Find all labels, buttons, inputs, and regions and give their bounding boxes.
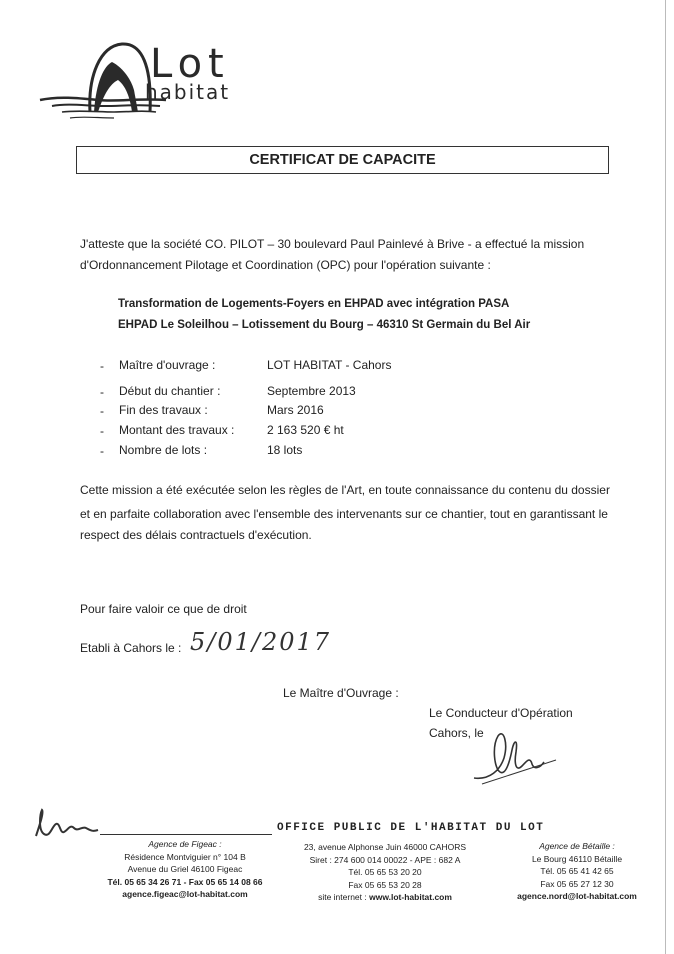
detail-label: Montant des travaux : xyxy=(119,423,235,437)
footer-betaille xyxy=(497,840,657,903)
list-bullet: - xyxy=(100,424,104,438)
footer-rule xyxy=(100,834,272,835)
detail-label: Fin des travaux : xyxy=(119,403,208,417)
site-label: site internet : xyxy=(318,892,367,902)
site-link[interactable]: www.lot-habitat.com xyxy=(369,892,452,902)
figeac-line-2: Avenue du Griel 46100 Figeac xyxy=(127,864,243,874)
footer-cahors xyxy=(290,841,480,904)
betaille-heading: Agence de Bétaille : xyxy=(539,841,615,851)
list-bullet: - xyxy=(100,359,104,373)
page-title: CERTIFICAT DE CAPACITE xyxy=(249,152,436,168)
operation-line-2: EHPAD Le Soleilhou – Lotissement du Bourg – 46310 St Germain du Bel Air xyxy=(118,319,531,331)
detail-label: Début du chantier : xyxy=(119,384,221,398)
etabli-label: Etabli à Cahors le : xyxy=(80,641,182,655)
conclusion-line-2: et en parfaite collaboration avec l'ensemble des intervenants sur ce chantier, tout en garantissant le xyxy=(80,507,608,521)
conclusion-line-3: respect des délais contractuels d'exécution. xyxy=(80,528,312,542)
betaille-email: agence.nord@lot-habitat.com xyxy=(517,891,637,901)
footer-logo-signature xyxy=(30,806,110,842)
cahors-line-4: Fax 05 65 53 20 28 xyxy=(348,879,422,890)
list-bullet: - xyxy=(100,444,104,458)
list-bullet: - xyxy=(100,385,104,399)
list-bullet: - xyxy=(100,404,104,418)
detail-value: Mars 2016 xyxy=(267,403,324,417)
conducteur-label: Le Conducteur d'Opération xyxy=(429,706,573,720)
detail-value: Septembre 2013 xyxy=(267,384,356,398)
logo-word-lot: Lot xyxy=(150,41,230,87)
conducteur-place: Cahors, le xyxy=(429,726,484,740)
scan-edge xyxy=(665,0,666,954)
intro-line-1: J'atteste que la société CO. PILOT – 30 boulevard Paul Painlevé à Brive - a effectué la mission xyxy=(80,237,585,251)
detail-value: 2 163 520 € ht xyxy=(267,423,344,437)
betaille-line-2: Tél. 05 65 41 42 65 xyxy=(540,866,614,876)
operation-line-1: Transformation de Logements-Foyers en EHPAD avec intégration PASA xyxy=(118,298,510,310)
conclusion-line-1: Cette mission a été exécutée selon les règles de l'Art, en toute connaissance du contenu du dossier xyxy=(80,483,610,497)
figeac-line-1: Résidence Montviguier n° 104 B xyxy=(124,851,246,862)
figeac-line-3: Tél. 05 65 34 26 71 - Fax 05 65 14 08 66 xyxy=(107,876,263,887)
detail-value: 18 lots xyxy=(267,443,303,457)
cahors-line-2: Siret : 274 600 014 00022 - APE : 682 A xyxy=(309,854,461,865)
closing-text: Pour faire valoir ce que de droit xyxy=(80,602,247,616)
cahors-line-1: 23, avenue Alphonse Juin 46000 CAHORS xyxy=(303,842,467,852)
detail-label: Nombre de lots : xyxy=(119,443,208,457)
cahors-site xyxy=(290,891,480,904)
betaille-line-3: Fax 05 65 27 12 30 xyxy=(540,878,614,889)
maitre-ouvrage-label: Le Maître d'Ouvrage : xyxy=(283,686,399,700)
detail-label: Maître d'ouvrage : xyxy=(119,358,216,372)
logo-word-habitat: habitat xyxy=(145,80,231,104)
figeac-email: agence.figeac@lot-habitat.com xyxy=(122,889,248,899)
intro-line-2: d'Ordonnancement Pilotage et Coordination (OPC) pour l'opération suivante : xyxy=(80,258,491,272)
cahors-line-3: Tél. 05 65 53 20 20 xyxy=(348,867,422,877)
title-box xyxy=(76,146,609,174)
signature xyxy=(470,720,560,790)
footer-office-title: OFFICE PUBLIC DE L'HABITAT DU LOT xyxy=(277,822,545,834)
footer-figeac xyxy=(90,838,280,901)
handwritten-date: 5/01/2017 xyxy=(190,628,332,656)
betaille-line-1: Le Bourg 46110 Bétaille xyxy=(531,853,623,864)
detail-value: LOT HABITAT - Cahors xyxy=(267,358,392,372)
figeac-heading: Agence de Figeac : xyxy=(148,839,222,849)
